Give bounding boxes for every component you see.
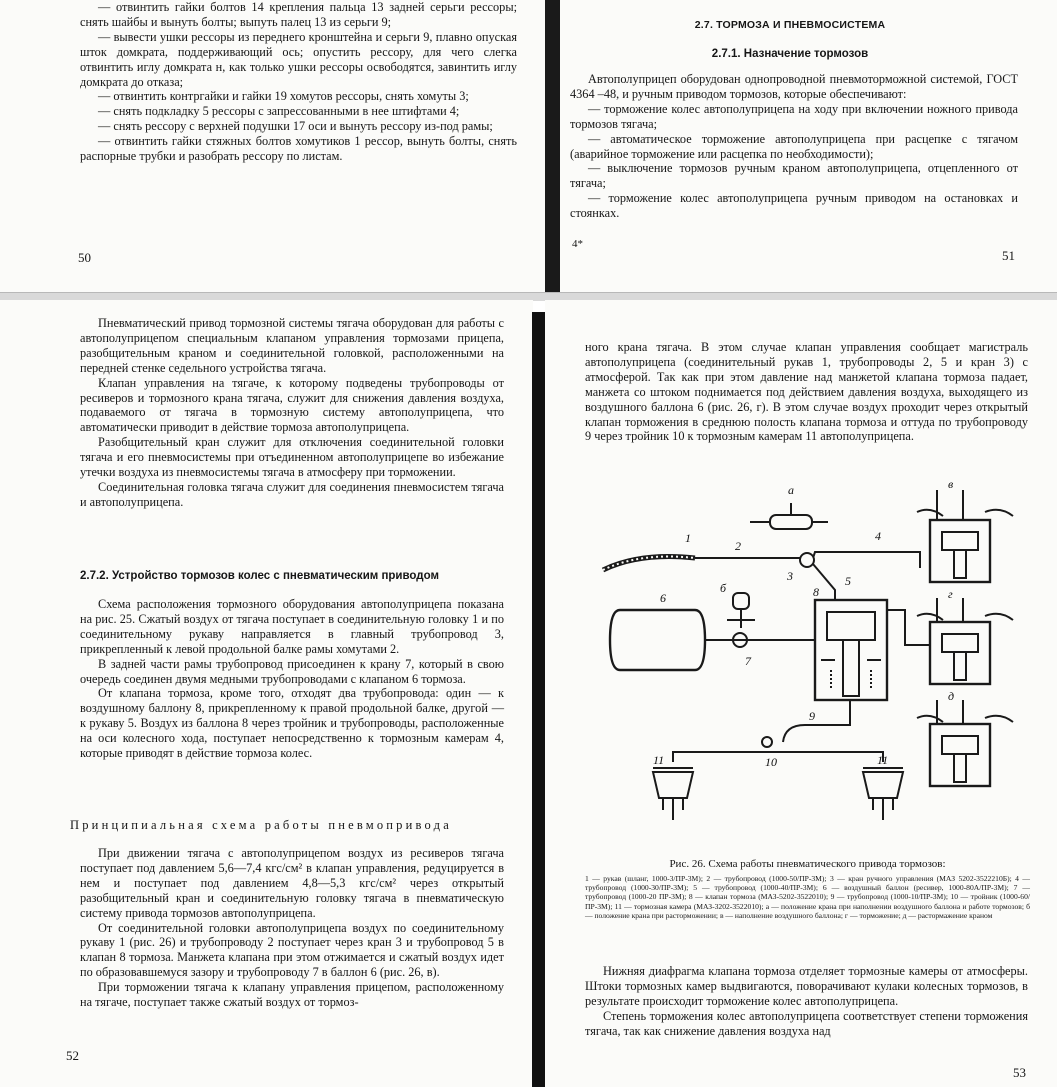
label-9: 9 — [809, 709, 815, 723]
paragraph: — автоматическое торможение автополуприцепа при расцепке с тягачом (аварийное торможение или расцепка по необходимости); — [570, 131, 1018, 161]
page-51-text — [570, 72, 1018, 221]
heading-2-7-2: 2.7.2. Устройство тормозов колес с пневматическим приводом — [80, 570, 439, 582]
page-50-text — [80, 0, 517, 164]
label-6: 6 — [660, 591, 666, 605]
page-52-section — [80, 597, 504, 761]
page-52-intro — [80, 316, 504, 510]
page-number: 50 — [78, 250, 91, 265]
page-52 — [0, 300, 533, 1087]
figure-caption: Рис. 26. Схема работы пневматического привода тормозов: — [669, 858, 946, 870]
page-50 — [0, 0, 545, 292]
label-5: 5 — [845, 574, 851, 588]
label-7: 7 — [745, 654, 751, 668]
paragraph: Разобщительный кран служит для отключения соединительной головки тягача и его пневмосистемы при отъединенном автополуприцепе во избежание утечки воздуха из пневмосистемы тягача в атмосферу при торможении. — [80, 435, 504, 480]
paragraph: — вывести ушки рессоры из переднего кронштейна и серьги 9, плавно опуская шток домкрата, поддерживающий ось; опустить рессору, для чего слегка отвинтить иглу домкрата н, как только ушки рессоры освободятся, завинтить иглу домкрата до отказа; — [80, 29, 517, 89]
page-53-bottom-text — [585, 964, 1028, 1039]
book-gutter — [545, 0, 560, 292]
section-title: 2.7. ТОРМОЗА И ПНЕВМОСИСТЕМА — [694, 19, 886, 31]
book-gutter — [532, 312, 546, 1087]
figure-legend: 1 — рукав (шланг, 1000-3/ПР-3М); 2 — трубопровод (1000-50/ПР-3М); 3 — кран ручного управления (МАЗ 5202-3522210Б); 4 — трубопровод (1000-30/ПР-3М); 5 — трубопровод (1000-40/ПР-3М); 6 — воздушный баллон (ресивер, 1000-80А/ПР-3М); 7 — трубопровод (1000-20 ПР-3М); 8 — клапан тормоза (МАЗ-5202-3522010); 9 — трубопровод (1000-10/ПР-3М); 10 — тройник (1000-60/ПР-3М); 11 — тормозная камера (МАЗ-3202-3522010); а — положение крана при наполнении воздушного баллона и работе тормозов; б — положение крана при расторможении; в — наполнение воздушного баллона; г — торможение; д — растормажение краном — [585, 874, 1030, 920]
label-2: 2 — [735, 539, 741, 553]
label-d: д — [948, 689, 955, 703]
brake-scheme-figure — [545, 480, 1057, 825]
label-11-right: 11 — [877, 753, 889, 767]
paragraph: От соединительной головки автополуприцепа воздух по соединительному рукаву 1 (рис. 26) и трубопроводу 2 поступает через кран 3 и трубопровод 5 в клапан 8 тормоза. Манжета клапана при этом отжимается и сжатый воздух идет по образовавшемуся зазору и трубопроводу 7 в баллон 6 (рис. 26, в). — [80, 920, 504, 980]
signature-mark: 4* — [572, 238, 583, 250]
paragraph: При движении тягача с автополуприцепом воздух из ресиверов тягача поступает под давлением 5,6—7,4 кгс/см² в клапан управления, редуцируется в нем и поступает под давлением 4,8—5,3 кгс/см² через открытый разобщительный кран и соединительную головку тягача в пневматическую систему привода тормозов автополуприцепа. — [80, 846, 504, 920]
page-number: 51 — [1002, 248, 1015, 263]
paragraph: — снять рессору с верхней подушки 17 оси и вынуть рессору из-под рамы; — [98, 119, 493, 134]
paragraph: — выключение тормозов ручным краном автополуприцепа, отцепленного от тягача; — [570, 161, 1018, 191]
label-8: 8 — [813, 585, 819, 599]
page-53 — [545, 300, 1057, 1087]
paragraph: ного крана тягача. В этом случае клапан управления сообщает магистраль автополуприцепа (соединительный рукав 1, трубопроводы 2, 5 и кран 3) с атмосферой. Так как при этом давление над манжетой клапана тормоза падает, манжета со штоком поднимается под действием давления воздуха, выходящего из воздушного баллона 6 (рис. 26, г). В этом случае воздух проходит через открытый клапан торможения в среднюю полость клапана тормоза и оттуда по трубопроводу 9 через тройник 10 к тормозным камерам 11 автополуприцепа. — [585, 340, 1028, 444]
paragraph: Автополуприцеп оборудован однопроводной пневмоторможной системой, ГОСТ 4364 –48, и ручным приводом тормозов, которые обеспечивают: — [570, 72, 1018, 101]
label-b: б — [720, 581, 727, 595]
paragraph: — отвинтить гайки стяжных болтов хомутиков 1 рессор, вынуть болты, снять распорные трубки и разобрать рессору по листам. — [80, 134, 517, 164]
label-v: в — [948, 480, 954, 491]
paragraph: — снять подкладку 5 рессоры с запрессованными в нее штифтами 4; — [98, 104, 460, 119]
page-51 — [560, 0, 1057, 292]
paragraph: — отвинтить контргайки и гайки 19 хомутов рессоры, снять хомуты 3; — [98, 89, 469, 104]
page-52-scheme-text — [80, 846, 504, 1010]
page-53-top-text — [585, 340, 1028, 444]
paragraph: Клапан управления на тягаче, к которому подведены трубопроводы от ресиверов и тормозного крана тягача, служит для снижения давления воздуха, подаваемого от тягача в тормозную систему автополуприцепа, что автоматически приводит в действие тормоза автополуприцепа. — [80, 375, 504, 435]
label-4: 4 — [875, 529, 881, 543]
paragraph: В задней части рамы трубопровод присоединен к крану 7, который в свою очередь соединен двумя медными трубопроводами с клапаном 6 тормоза. — [80, 656, 504, 686]
page-number: 52 — [66, 1048, 79, 1063]
paragraph: От клапана тормоза, кроме того, отходят два трубопровода: один — к воздушному баллону 8, прикрепленному к правой продольной балке, другой — к рукаву 5. Воздух из баллона 8 через тройник и трубопроводы, расположенные на оси колесного хода, поступает непосредственно к тормозным камерам 4, которые приводят в действие тормоза колес. — [80, 686, 504, 761]
label-3: 3 — [787, 569, 793, 583]
label-11-left: 11 — [653, 753, 665, 767]
paragraph: Соединительная головка тягача служит для соединения пневмосистем тягача и автополуприцепа. — [80, 479, 504, 509]
paragraph: — торможение колес автополуприцепа на ходу при включении ножного привода тормозов тягача; — [570, 101, 1018, 131]
subsection-title: 2.7.1. Назначение тормозов — [711, 48, 869, 60]
paragraph: При торможении тягача к клапану управления прицепом, расположенному на тягаче, поступает также сжатый воздух от тормоз- — [80, 980, 504, 1010]
label-1: 1 — [685, 531, 691, 545]
heading-scheme: Принципиальная схема работы пневмопривода — [70, 818, 452, 832]
paragraph: Нижняя диафрагма клапана тормоза отделяет тормозные камеры от атмосферы. Штоки тормозных камер выдвигаются, поворачивают кулаки колесных тормозов, в результате происходит торможение колес автополуприцепа. — [585, 964, 1028, 1008]
paragraph: Схема расположения тормозного оборудования автополуприцепа показана на рис. 25. Сжатый воздух от тягача поступает в соединительную головку 1 и по соединительному рукаву направляется в главный трубопровод 3, прикрепленный к левой продольной балке рамы хомутами 2. — [80, 597, 504, 656]
paragraph: — отвинтить гайки болтов 14 крепления пальца 13 задней серьги рессоры; снять шайбы и вынуть болты; выпуть палец 13 из серьги 9; — [80, 0, 517, 29]
page-number: 53 — [1013, 1065, 1026, 1080]
label-a: а — [788, 483, 794, 497]
label-g: г — [948, 587, 953, 601]
paragraph: Степень торможения колес автополуприцепа соответствует степени торможения тягача, так как снижение давления воздуха над — [585, 1008, 1028, 1038]
label-10: 10 — [765, 755, 777, 769]
paragraph: — торможение колес автополуприцепа ручным приводом на остановках и стоянках. — [570, 191, 1018, 221]
paragraph: Пневматический привод тормозной системы тягача оборудован для работы с автополуприцепом специальным клапаном управления тормозами прицепа, разобщительным краном и соединительной головкой, расположенными на передней стенке седельного устройства тягача. — [80, 316, 504, 375]
